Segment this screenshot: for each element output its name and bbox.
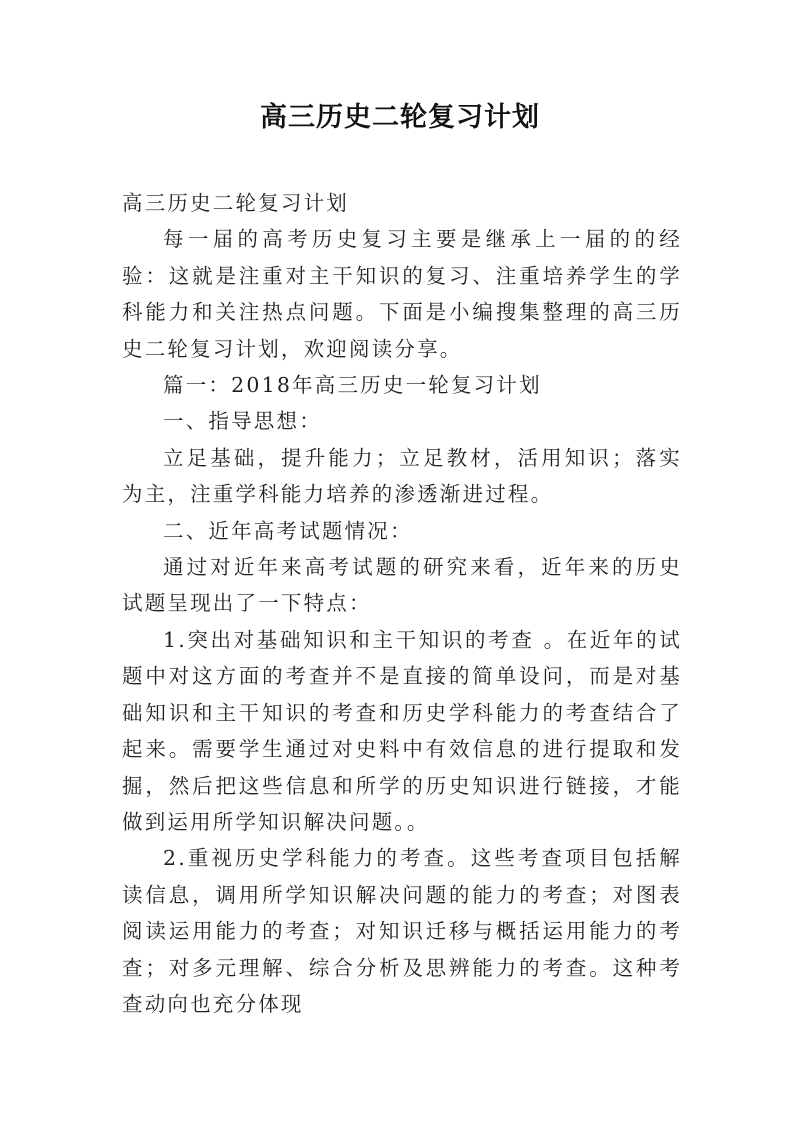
section-heading-guiding-thought: 一、指导思想：	[163, 409, 322, 434]
section-heading-exam-situation: 二、近年高考试题情况：	[163, 518, 413, 543]
point-one-paragraph: 1.突出对基础知识和主干知识的考查 。在近年的试题中对这方面的考查并不是直接的简单设问，而是对基础知识和主干知识的考查和历史学科能力的考查结合了起来。需要学生通过对史料中有效信息的进行提取和发掘，然后把这些信息和所学的历史知识进行链接，才能做到运用所学知识解决问题。。	[122, 627, 682, 834]
section-heading-part-one: 篇一：2018年高三历史一轮复习计划	[163, 373, 542, 398]
document-subtitle: 高三历史二轮复习计划	[122, 191, 349, 215]
document-body	[122, 185, 682, 1022]
intro-paragraph: 每一届的高考历史复习主要是继承上一届的的经验：这就是注重对主干知识的复习、注重培养学生的学科能力和关注热点问题。下面是小编搜集整理的高三历史二轮复习计划，欢迎阅读分享。	[122, 227, 682, 361]
guiding-thought-paragraph: 立足基础，提升能力；立足教材，活用知识；落实为主，注重学科能力培养的渗透渐进过程。	[122, 445, 682, 507]
point-two-paragraph: 2.重视历史学科能力的考查。这些考查项目包括解读信息，调用所学知识解决问题的能力的考查；对图表阅读运用能力的考查；对知识迁移与概括运用能力的考查；对多元理解、综合分析及思辨能力的考查。这种考查动向也充分体现	[122, 846, 682, 1016]
exam-situation-paragraph: 通过对近年来高考试题的研究来看，近年来的历史试题呈现出了一下特点：	[122, 555, 682, 616]
document-title: 高三历史二轮复习计划	[260, 102, 540, 133]
